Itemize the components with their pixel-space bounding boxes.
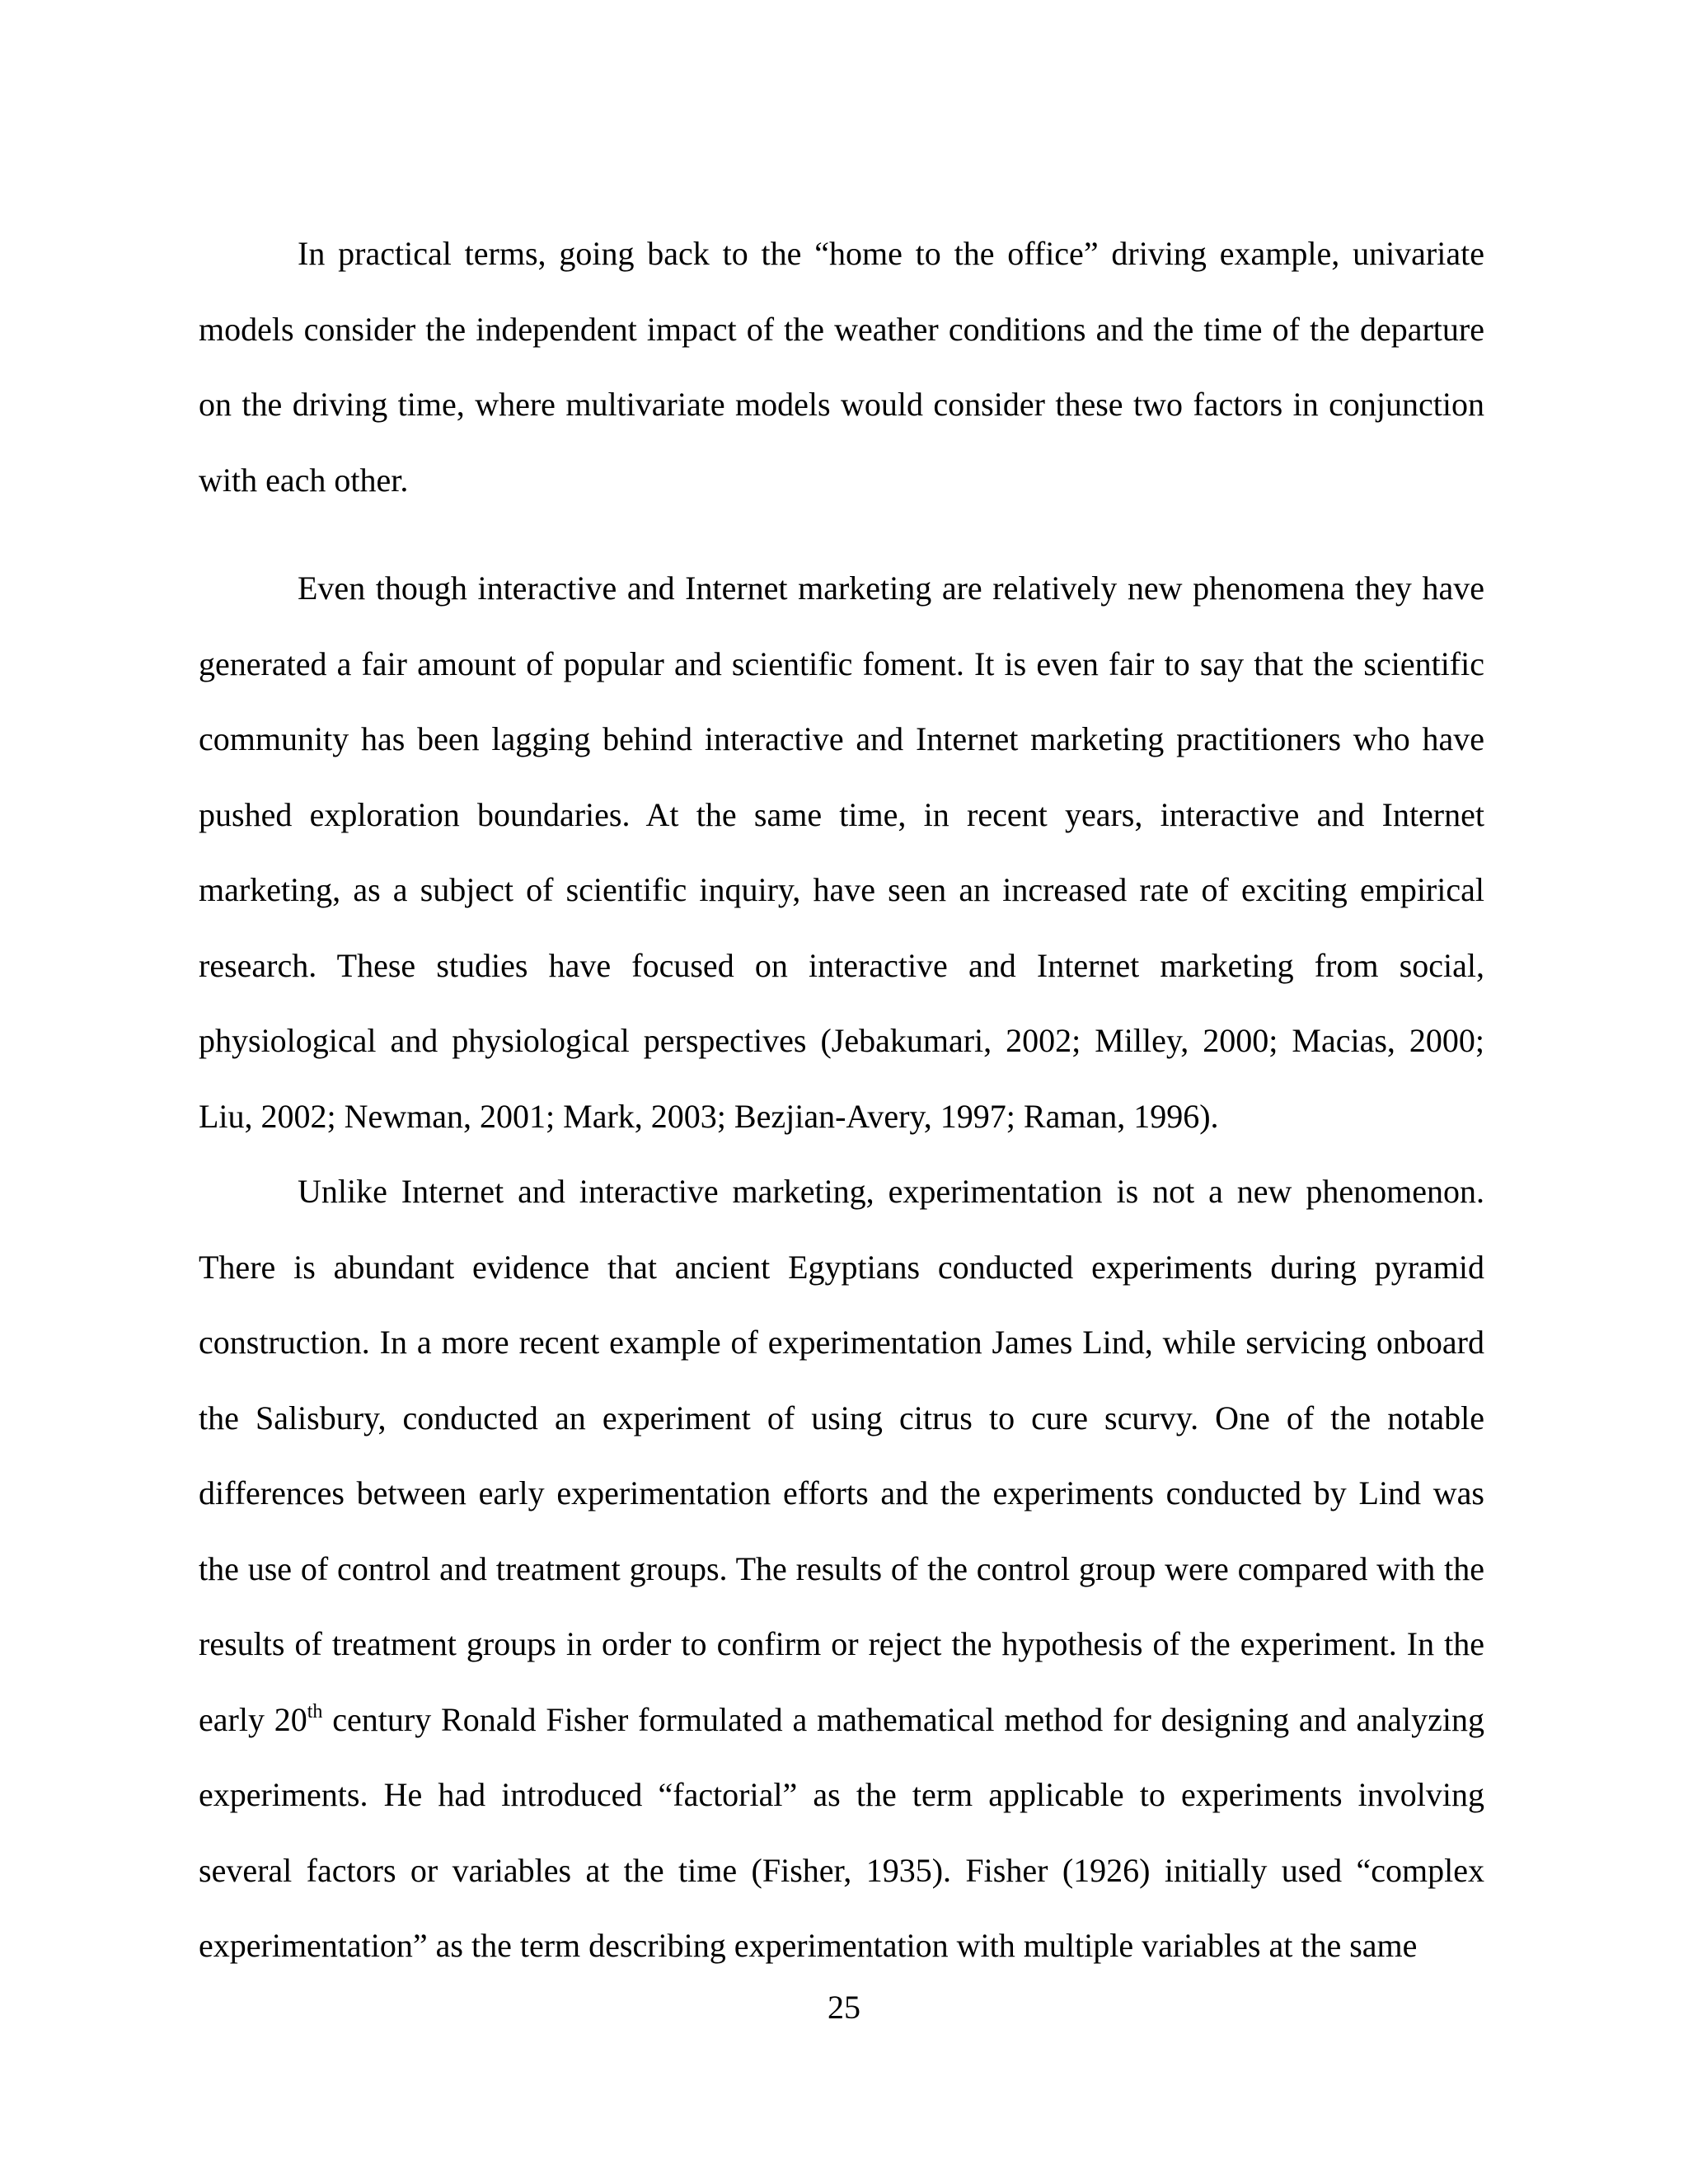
paragraph-internet-marketing: Even though interactive and Internet marketing are relatively new phenomena they have generated a fair amount of popular and scientific foment. It is even fair to say that the scientific community has been lagging behind interactive and Internet marketing practitioners who have pushed exploration boundaries. At the same time, in recent years, interactive and Internet marketing, as a subject of scientific inquiry, have seen an increased rate of exciting empirical research. These studies have focused on interactive and Internet marketing from social, physiological and physiological perspectives (Jebakumari, 2002; Milley, 2000; Macias, 2000; Liu, 2002; Newman, 2001; Mark, 2003; Bezjian-Avery, 1997; Raman, 1996).: [199, 569, 1484, 1135]
paragraph-univariate-models: In practical terms, going back to the “home to the office” driving example, univariate models consider the independent impact of the weather conditions and the time of the departure on the driving time, where multivariate models would consider these two factors in conjunction with each other.: [199, 235, 1484, 499]
paragraph-text-before-superscript: Unlike Internet and interactive marketing, experimentation is not a new phenomenon. There is abundant evidence that ancient Egyptians conducted experiments during pyramid construction. In a more recent example of experimentation James Lind, while servicing onboard the Salisbury, conducted an experiment of using citrus to cure scurvy. One of the notable differences between early experimentation efforts and the experiments conducted by Lind was the use of control and treatment groups. The results of the control group were compared with the results of treatment groups in order to confirm or reject the hypothesis of the experiment. In the early 20: [199, 1173, 1484, 1738]
body-text: [199, 216, 1484, 1984]
page-number: 25: [828, 1989, 860, 2026]
ordinal-superscript: th: [307, 1700, 323, 1722]
paragraph-text-after-superscript: century Ronald Fisher formulated a mathematical method for designing and analyzing experiments. He had introduced “factorial” as the term applicable to experiments involving several factors or variables at the time (Fisher, 1935). Fisher (1926) initially used “complex experimentation” as the term describing experimentation with multiple variables at the same: [199, 1700, 1484, 1964]
paragraph-experimentation-history: [199, 1154, 1484, 1984]
